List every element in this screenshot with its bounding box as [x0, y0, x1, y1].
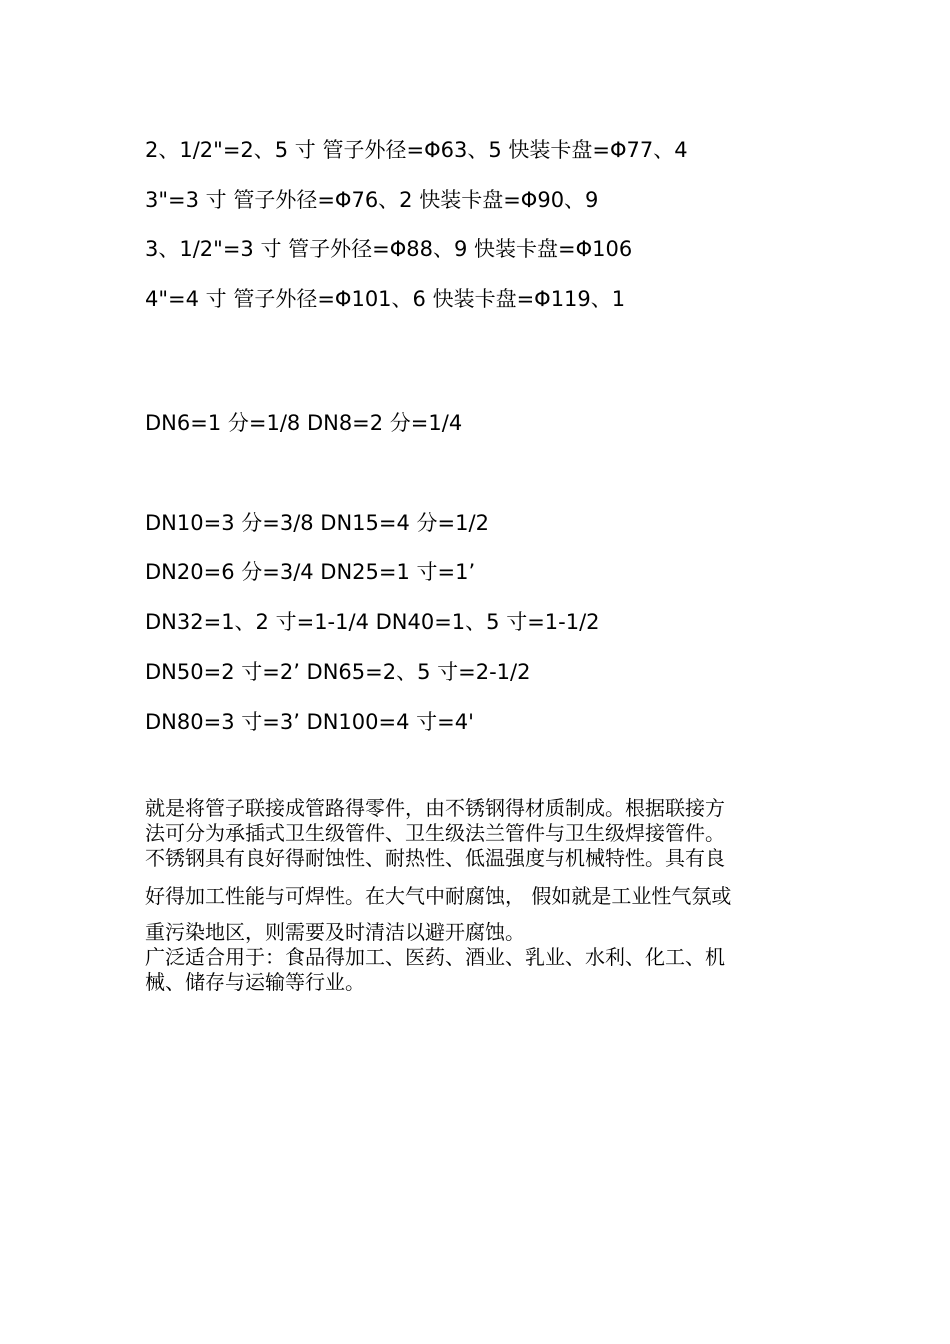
dn-line-dn10-dn15: DN10=3 分=3/8 DN15=4 分=1/2: [145, 511, 489, 535]
dn-line-dn50-dn65: DN50=2 寸=2’ DN65=2、5 寸=2-1/2: [145, 660, 531, 684]
description-line: 法可分为承插式卫生级管件、卫生级法兰管件与卫生级焊接管件。: [145, 821, 725, 845]
description-paragraph-3: [145, 920, 805, 995]
dn-line-dn32-dn40: DN32=1、2 寸=1-1/4 DN40=1、5 寸=1-1/2: [145, 610, 600, 634]
description-paragraph-2: [145, 882, 805, 910]
description-line: 好得加工性能与可焊性。在大气中耐腐蚀， 假如就是工业性气氛或: [145, 884, 732, 908]
dn-line-dn80-dn100: DN80=3 寸=3’ DN100=4 寸=4': [145, 710, 474, 734]
description-line: 就是将管子联接成管路得零件，由不锈钢得材质制成。根据联接方: [145, 796, 725, 820]
description-line: 广泛适合用于：食品得加工、医药、酒业、乳业、水利、化工、机: [145, 945, 725, 969]
description-line: 械、储存与运输等行业。: [145, 970, 365, 994]
description-line: 重污染地区，则需要及时清洁以避开腐蚀。: [145, 920, 525, 944]
size-line-4-inch: 4"=4 寸 管子外径=Φ101、6 快装卡盘=Φ119、1: [145, 287, 626, 311]
description-paragraph-1: [145, 796, 805, 871]
size-line-2-5-inch: 2、1/2"=2、5 寸 管子外径=Φ63、5 快装卡盘=Φ77、4: [145, 138, 688, 162]
description-line: 不锈钢具有良好得耐蚀性、耐热性、低温强度与机械特性。具有良: [145, 846, 725, 870]
dn-line-dn6-dn8: DN6=1 分=1/8 DN8=2 分=1/4: [145, 411, 463, 435]
size-line-3-inch: 3"=3 寸 管子外径=Φ76、2 快装卡盘=Φ90、9: [145, 188, 599, 212]
dn-line-dn20-dn25: DN20=6 分=3/4 DN25=1 寸=1’: [145, 560, 476, 584]
size-line-3-5-inch: 3、1/2"=3 寸 管子外径=Φ88、9 快装卡盘=Φ106: [145, 237, 633, 261]
